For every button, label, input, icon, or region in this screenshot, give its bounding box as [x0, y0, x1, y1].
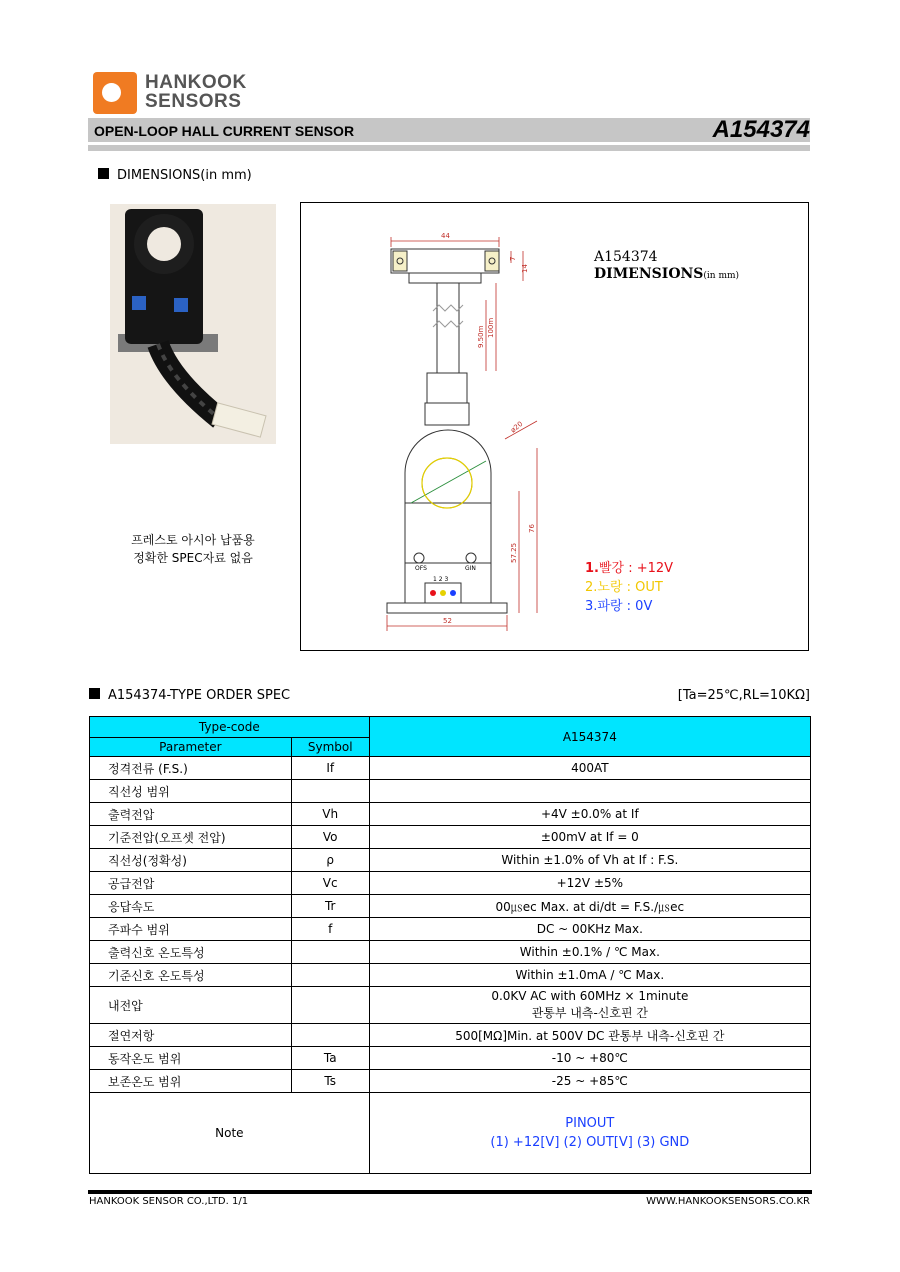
table-cell-param: 동작온도 범위: [90, 1047, 292, 1070]
pinout-blue: 3.파랑 : 0V: [585, 599, 653, 614]
table-row: [90, 803, 811, 826]
table-cell-param: 보존온도 범위: [90, 1070, 292, 1093]
table-cell-symbol: f: [291, 918, 369, 941]
table-cell-value: -10 ~ +80℃: [369, 1047, 810, 1070]
spec-table: [89, 716, 811, 1174]
logo-line-1: HANKOOK: [145, 72, 247, 93]
table-cell-symbol: Vc: [291, 872, 369, 895]
table-cell-symbol: [291, 780, 369, 803]
footer-company: HANKOOK SENSOR CO.,LTD. 1/1: [89, 1196, 249, 1207]
table-cell-symbol: Vo: [291, 826, 369, 849]
table-row: [90, 941, 811, 964]
table-row: [90, 918, 811, 941]
symbol-header: Symbol: [291, 738, 369, 757]
table-cell-value: +4V ±0.0% at If: [369, 803, 810, 826]
table-row: [90, 849, 811, 872]
dim-h14: 14: [521, 264, 529, 273]
table-cell-value: +12V ±5%: [369, 872, 810, 895]
table-cell-param: 주파수 범위: [90, 918, 292, 941]
table-row: [90, 826, 811, 849]
table-cell-param: 직선성 범위: [90, 780, 292, 803]
dim-h76: 76: [528, 524, 536, 533]
table-row: [90, 1024, 811, 1047]
pinout-red: 1.빨강 : +12V: [585, 561, 674, 576]
dim-h7: 7: [509, 256, 517, 261]
table-cell-param: 절연저항: [90, 1024, 292, 1047]
photo-note: [110, 531, 276, 567]
dim-cable-950: 9.50m: [477, 325, 485, 348]
dim-width-top: 44: [441, 232, 450, 240]
table-row: 내전압 0.0KV AC with 60MHz × 1minute 관통부 내측-신호핀 간: [90, 987, 811, 1024]
table-cell-value: -25 ~ +85℃: [369, 1070, 810, 1093]
photo-note-line-2: 정확한 SPEC자료 없음: [133, 551, 253, 565]
note-label: Note: [90, 1093, 370, 1174]
table-cell-param: 정격전류 (F.S.): [90, 757, 292, 780]
table-cell-param: 출력신호 온도특성: [90, 941, 292, 964]
sensor-photo: [110, 204, 276, 444]
table-cell-symbol: Tr: [291, 895, 369, 918]
table-cell-symbol: Ta: [291, 1047, 369, 1070]
bullet-square-icon: [98, 168, 109, 179]
table-row: [90, 872, 811, 895]
table-row: [90, 1070, 811, 1093]
drawing-subtitle: DIMENSIONS(in mm): [594, 266, 740, 282]
table-row: [90, 757, 811, 780]
table-cell-symbol: [291, 964, 369, 987]
spec-conditions: [Ta=25℃,RL=10KΩ]: [677, 688, 810, 703]
dim-cable-100: 100m: [487, 317, 495, 338]
type-code-header: Type-code: [90, 717, 370, 738]
document-title: OPEN-LOOP HALL CURRENT SENSOR: [94, 123, 355, 139]
model-column-header: A154374: [369, 717, 810, 757]
table-cell-value: ±00mV at If = 0: [369, 826, 810, 849]
table-cell-param: 공급전압: [90, 872, 292, 895]
bullet-square-icon: [89, 688, 100, 699]
table-cell-symbol: ρ: [291, 849, 369, 872]
drawing-title: A154374: [594, 249, 658, 265]
parameter-header: Parameter: [90, 738, 292, 757]
dimensions-heading: DIMENSIONS(in mm): [98, 168, 252, 183]
spec-heading: A154374-TYPE ORDER SPEC: [89, 688, 290, 703]
logo-line-2: SENSORS: [145, 91, 242, 112]
company-logo-text: [145, 73, 247, 111]
table-cell-symbol: If: [291, 757, 369, 780]
table-cell-symbol: [291, 1024, 369, 1047]
dim-h5725: 57.25: [510, 542, 518, 563]
table-cell-value: 400AT: [369, 757, 810, 780]
dim-w52: 52: [443, 617, 452, 625]
pin-number-labels: 1 2 3: [433, 576, 449, 583]
ofs-label: OFS: [415, 565, 427, 572]
table-cell-value: Within ±1.0% of Vh at If : F.S.: [369, 849, 810, 872]
pinout-yellow: 2.노랑 : OUT: [585, 580, 663, 595]
table-cell-value: 00㎲ec Max. at di/dt = F.S./㎲ec: [369, 895, 810, 918]
table-cell-param: 응답속도: [90, 895, 292, 918]
table-cell-symbol: Vh: [291, 803, 369, 826]
table-cell-symbol: [291, 941, 369, 964]
table-cell-param: 직선성(정확성): [90, 849, 292, 872]
table-cell-value: 500[MΩ]Min. at 500V DC 관통부 내측-신호핀 간: [369, 1024, 810, 1047]
table-cell-param: 출력전압: [90, 803, 292, 826]
table-cell-param: 기준전압(오프셋 전압): [90, 826, 292, 849]
table-cell-value: [369, 780, 810, 803]
table-cell-value: Within ±0.1% / ℃ Max.: [369, 941, 810, 964]
table-row: [90, 964, 811, 987]
model-number: A154374: [712, 116, 810, 143]
footer-rule: [88, 1190, 812, 1194]
note-pinout: PINOUT (1) +12[V] (2) OUT[V] (3) GND: [369, 1093, 810, 1174]
gin-label: GIN: [465, 565, 476, 572]
photo-note-line-1: 프레스토 아시아 납품용: [131, 533, 255, 547]
title-bar-underline: [88, 145, 810, 151]
table-cell-param: 기준신호 온도특성: [90, 964, 292, 987]
company-logo-icon: [93, 72, 137, 114]
table-cell-symbol: Ts: [291, 1070, 369, 1093]
table-row: [90, 780, 811, 803]
table-cell-value: DC ~ 00KHz Max.: [369, 918, 810, 941]
table-cell-value: Within ±1.0mA / ℃ Max.: [369, 964, 810, 987]
table-row: [90, 895, 811, 918]
dim-diameter: ø20: [509, 419, 525, 435]
note-row: [90, 1093, 811, 1174]
footer-website: WWW.HANKOOKSENSORS.CO.KR: [646, 1196, 810, 1207]
table-row: [90, 1047, 811, 1070]
